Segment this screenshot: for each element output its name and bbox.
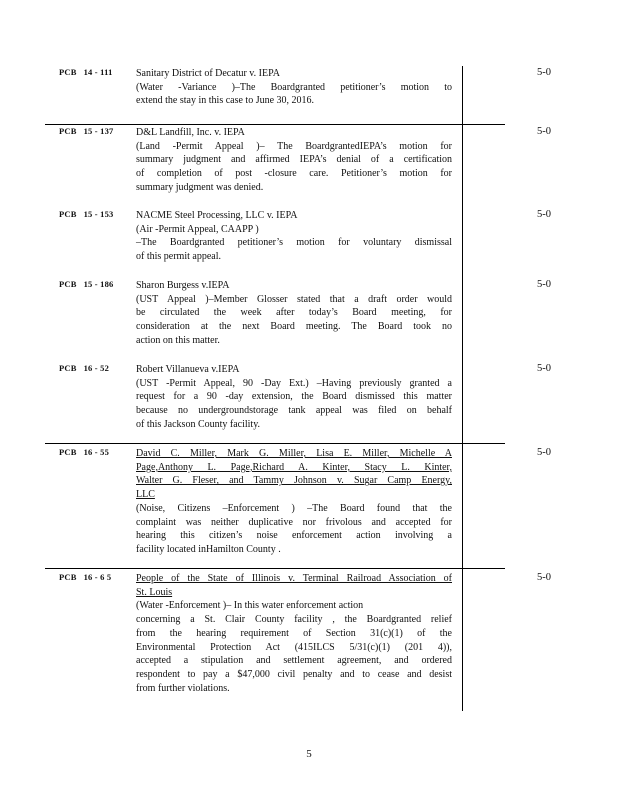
case-number: PCB 16 - 55 bbox=[59, 447, 110, 457]
case-text-line: of this permit appeal. bbox=[136, 251, 221, 263]
vote-count: 5-0 bbox=[537, 447, 551, 458]
vote-count: 5-0 bbox=[537, 572, 551, 583]
case-text-line: Sharon Burgess v.IEPA bbox=[136, 280, 230, 291]
case-description bbox=[136, 279, 452, 348]
case-text-line: because no undergroundstorage tank appeal was filed on behalf bbox=[136, 405, 452, 417]
case-title-line: St. Louis bbox=[136, 586, 173, 598]
case-text-line: consideration at the next Board meeting. The Board took no bbox=[136, 321, 452, 333]
case-text-line: Robert Villanueva v.IEPA bbox=[136, 364, 240, 375]
case-description bbox=[136, 126, 452, 195]
case-title-line: LLC bbox=[136, 489, 155, 501]
case-title-line: People of the State of Illinois v. Terminal Railroad Association of bbox=[136, 573, 452, 584]
case-number: PCB 14 - 111 bbox=[59, 67, 113, 77]
vote-count: 5-0 bbox=[537, 363, 551, 374]
case-text-line: concerning a St. Clair County facility , the Boardgranted relief bbox=[136, 614, 452, 626]
case-text-line: summary judgment was denied. bbox=[136, 181, 264, 193]
page-number: 5 bbox=[306, 748, 312, 760]
case-description bbox=[136, 363, 452, 432]
case-description bbox=[136, 447, 452, 557]
case-description bbox=[136, 572, 452, 695]
case-text-line: action on this matter. bbox=[136, 334, 220, 346]
case-title-line: Walter G. Fleser, and Tammy Johnson v. Sugar Camp Energy, bbox=[136, 475, 452, 487]
vote-count: 5-0 bbox=[537, 209, 551, 220]
case-number: PCB 16 - 6 5 bbox=[59, 572, 112, 582]
case-title-line: Page,Anthony L. Page,Richard A. Kinter, Stacy L. Kinter, bbox=[136, 461, 452, 473]
case-text-line: of this Jackson County facility. bbox=[136, 418, 261, 430]
case-text-line: –The Boardgranted petitioner’s motion for voluntary dismissal bbox=[136, 237, 452, 249]
case-text-line: (UST Appeal )–Member Glosser stated that a draft order would bbox=[136, 293, 452, 305]
case-number: PCB 15 - 186 bbox=[59, 279, 114, 289]
vote-count: 5-0 bbox=[537, 279, 551, 290]
case-text-line: of completion of post -closure care. Petitioner’s motion for bbox=[136, 168, 452, 180]
case-text-line: summary judgment and affirmed IEPA’s denial of a certification bbox=[136, 154, 452, 166]
case-description bbox=[136, 209, 452, 264]
case-text-line: (Air -Permit Appeal, CAAPP ) bbox=[136, 223, 259, 235]
case-text-line: facility located inHamilton County . bbox=[136, 543, 281, 555]
case-number: PCB 15 - 153 bbox=[59, 209, 114, 219]
case-text-line: (Noise, Citizens –Enforcement ) –The Board found that the bbox=[136, 502, 452, 514]
vote-count: 5-0 bbox=[537, 67, 551, 78]
case-text-line: (Water -Enforcement )– In this water enforcement action bbox=[136, 600, 364, 612]
case-text-line: Environmental Protection Act (415ILCS 5/31(c)(1) (201 4)), bbox=[136, 641, 452, 653]
case-text-line: (Water -Variance )–The Boardgranted petitioner’s motion to bbox=[136, 81, 452, 93]
case-text-line: extend the stay in this case to June 30, 2016. bbox=[136, 95, 315, 107]
case-text-line: be circulated the week after today’s Board meeting, for bbox=[136, 307, 452, 319]
case-title-line: David C. Miller, Mark G. Miller, Lisa E. Miller, Michelle A bbox=[136, 448, 452, 459]
case-text-line: D&L Landfill, Inc. v. IEPA bbox=[136, 127, 245, 138]
case-text-line: request for a 90 -day extension, the Board dismissed this matter bbox=[136, 391, 452, 403]
case-text-line: respondent to pay a $47,000 civil penalty and to cease and desist bbox=[136, 668, 452, 680]
case-text-line: complaint was neither duplicative nor frivolous and accepted for bbox=[136, 516, 452, 528]
row-separator bbox=[45, 124, 505, 125]
case-text-line: accepted a stipulation and settlement agreement, and ordered bbox=[136, 655, 452, 667]
case-number: PCB 16 - 52 bbox=[59, 363, 110, 373]
case-text-line: Sanitary District of Decatur v. IEPA bbox=[136, 68, 280, 79]
case-number: PCB 15 - 137 bbox=[59, 126, 114, 136]
case-text-line: NACME Steel Processing, LLC v. IEPA bbox=[136, 210, 298, 221]
case-text-line: from further violations. bbox=[136, 682, 230, 694]
case-text-line: from the hearing requirement of Section 31(c)(1) of the bbox=[136, 627, 452, 639]
case-text-line: (UST -Permit Appeal, 90 -Day Ext.) –Having previously granted a bbox=[136, 377, 452, 389]
case-text-line: hearing this citizen’s noise enforcement action involving a bbox=[136, 530, 452, 542]
case-description bbox=[136, 67, 452, 108]
table-vertical-rule bbox=[462, 66, 463, 711]
row-separator bbox=[45, 568, 505, 569]
case-text-line: (Land -Permit Appeal )– The BoardgrantedIEPA’s motion for bbox=[136, 140, 452, 152]
row-separator bbox=[45, 443, 505, 444]
vote-count: 5-0 bbox=[537, 126, 551, 137]
